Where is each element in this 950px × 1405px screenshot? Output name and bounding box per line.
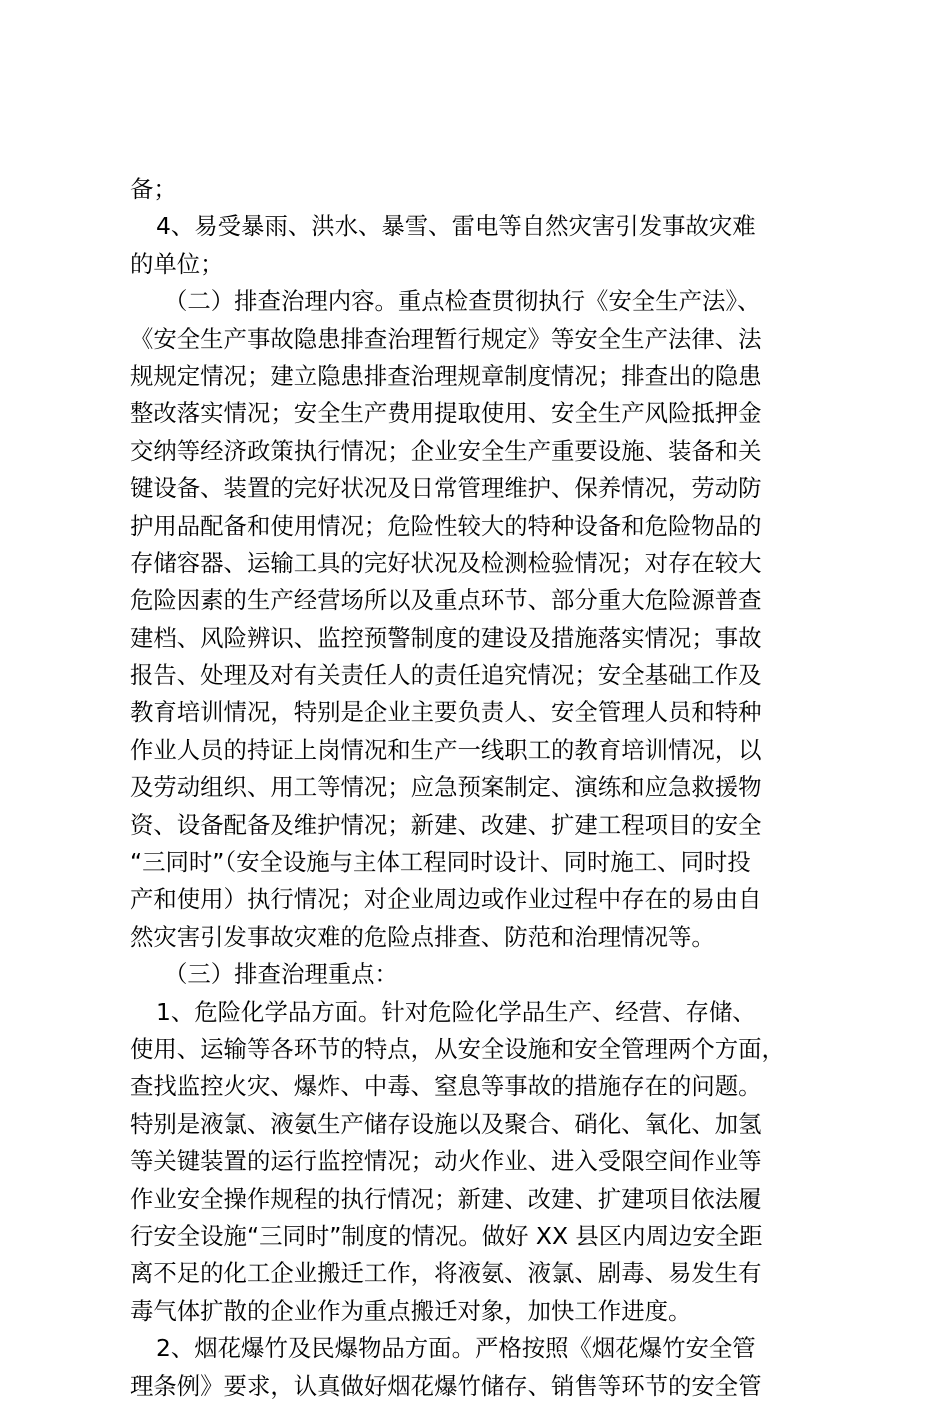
text-line: 的单位； xyxy=(130,249,224,278)
text-line: 规规定情况；建立隐患排查治理规章制度情况；排查出的隐患 xyxy=(130,361,762,390)
text-line: 作业人员的持证上岗情况和生产一线职工的教育培训情况，以 xyxy=(130,735,762,764)
text-line: 行安全设施“三同时”制度的情况。做好 XX 县区内周边安全距 xyxy=(130,1221,763,1250)
text-line: 危险因素的生产经营场所以及重点环节、部分重大危险源普查 xyxy=(130,586,762,615)
text-line: 然灾害引发事故灾难的危险点排查、防范和治理情况等。 xyxy=(130,922,715,951)
text-line: 《安全生产事故隐患排查治理暂行规定》等安全生产法律、法 xyxy=(130,324,762,353)
text-line: 及劳动组织、用工等情况；应急预案制定、演练和应急救援物 xyxy=(130,773,762,802)
text-line: 产和使用）执行情况；对企业周边或作业过程中存在的易由自 xyxy=(130,885,762,914)
text-line: 1、危险化学品方面。针对危险化学品生产、经营、存储、 xyxy=(156,997,756,1026)
text-line: 等关键装置的运行监控情况；动火作业、进入受限空间作业等 xyxy=(130,1147,762,1176)
text-line: 报告、处理及对有关责任人的责任追究情况；安全基础工作及 xyxy=(130,661,762,690)
text-line: 作业安全操作规程的执行情况；新建、改建、扩建项目依法履 xyxy=(130,1184,762,1213)
text-line: 整改落实情况；安全生产费用提取使用、安全生产风险抵押金 xyxy=(130,399,762,428)
text-line: 离不足的化工企业搬迁工作，将液氨、液氯、剧毒、易发生有 xyxy=(130,1259,762,1288)
text-line: （三）排查治理重点： xyxy=(164,960,398,989)
text-line: （二）排查治理内容。重点检查贯彻执行《安全生产法》、 xyxy=(164,287,761,316)
text-line: 教育培训情况，特别是企业主要负责人、安全管理人员和特种 xyxy=(130,698,762,727)
text-line: 护用品配备和使用情况；危险性较大的特种设备和危险物品的 xyxy=(130,511,762,540)
text-line: 2、烟花爆竹及民爆物品方面。严格按照《烟花爆竹安全管 xyxy=(156,1334,756,1363)
text-line: 理条例》要求，认真做好烟花爆竹储存、销售等环节的安全管 xyxy=(130,1371,762,1400)
text-line: 4、易受暴雨、洪水、暴雪、雷电等自然灾害引发事故灾难 xyxy=(156,212,756,241)
text-line: 备； xyxy=(130,175,177,203)
text-line: 毒气体扩散的企业作为重点搬迁对象，加快工作进度。 xyxy=(130,1296,692,1325)
document-body xyxy=(130,171,820,1405)
text-line: 资、设备配备及维护情况；新建、改建、扩建工程项目的安全 xyxy=(130,810,762,839)
text-line: 交纳等经济政策执行情况；企业安全生产重要设施、装备和关 xyxy=(130,436,762,465)
text-line: 使用、运输等各环节的特点，从安全设施和安全管理两个方面， xyxy=(130,1034,785,1063)
text-line: 特别是液氯、液氨生产储存设施以及聚合、硝化、氧化、加氢 xyxy=(130,1109,762,1138)
text-line: 建档、风险辨识、监控预警制度的建设及措施落实情况；事故 xyxy=(130,623,762,652)
text-line: “三同时”（安全设施与主体工程同时设计、同时施工、同时投 xyxy=(130,848,751,877)
text-line: 存储容器、运输工具的完好状况及检测检验情况；对存在较大 xyxy=(130,548,762,577)
text-line: 查找监控火灾、爆炸、中毒、窒息等事故的措施存在的问题。 xyxy=(130,1072,762,1101)
text-line: 键设备、装置的完好状况及日常管理维护、保养情况，劳动防 xyxy=(130,474,762,503)
